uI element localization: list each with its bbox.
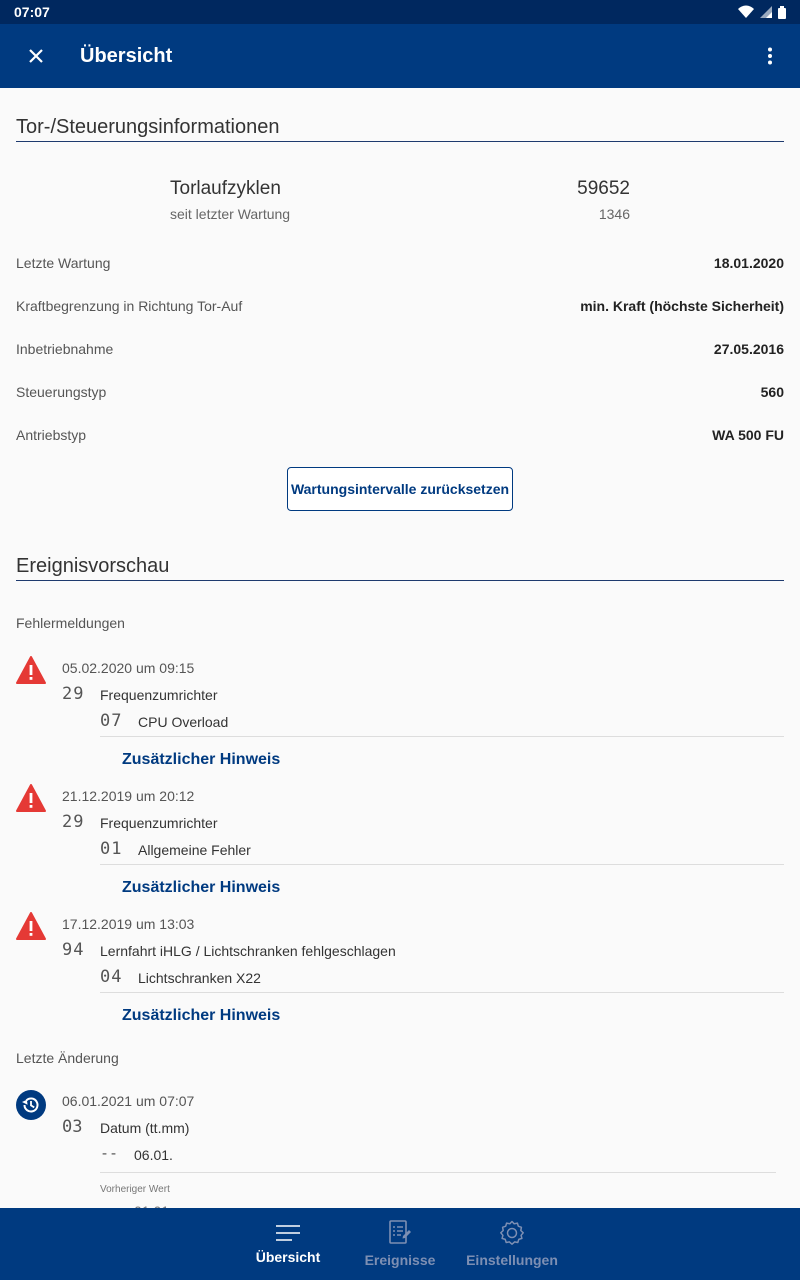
more-vert-icon — [767, 47, 773, 65]
error-item — [0, 912, 800, 1032]
status-icons — [738, 6, 786, 19]
gear-icon — [499, 1220, 525, 1246]
lines-icon — [275, 1223, 301, 1243]
error-date: 05.02.2020 um 09:15 — [62, 660, 195, 676]
reset-maintenance-button[interactable]: Wartungsintervalle zurücksetzen — [287, 467, 513, 511]
battery-icon — [778, 6, 786, 19]
divider — [100, 1172, 776, 1173]
change-value: 06.01. — [134, 1147, 173, 1163]
error-text: Frequenzumrichter — [100, 687, 218, 703]
warning-icon — [16, 912, 46, 940]
error-sub-text: Allgemeine Fehler — [138, 842, 251, 858]
info-label: Antriebstyp — [16, 427, 87, 443]
error-code: 94 — [62, 940, 85, 960]
content-scroll[interactable] — [0, 88, 800, 1208]
status-bar — [0, 0, 800, 24]
error-text: Frequenzumrichter — [100, 815, 218, 831]
cycles-sub-value: 1346 — [598, 206, 630, 222]
info-label: Kraftbegrenzung in Richtung Tor-Auf — [16, 298, 243, 314]
additional-hint-link[interactable]: Zusätzlicher Hinweis — [122, 879, 281, 896]
error-item — [0, 784, 800, 904]
additional-hint-link[interactable]: Zusätzlicher Hinweis — [122, 1007, 281, 1024]
history-icon — [16, 1090, 46, 1120]
wifi-icon — [738, 6, 754, 18]
events-doc-icon — [388, 1220, 412, 1246]
warning-icon — [16, 784, 46, 812]
cycles-value: 59652 — [577, 178, 630, 199]
info-row-commissioning — [16, 341, 784, 357]
info-value: WA 500 FU — [712, 427, 784, 443]
divider — [100, 992, 784, 993]
last-change-header: Letzte Änderung — [16, 1050, 119, 1066]
nav-tab-settings[interactable] — [456, 1208, 568, 1280]
change-sub-code: -- — [100, 1144, 119, 1162]
close-icon — [28, 48, 44, 64]
nav-label: Einstellungen — [466, 1252, 558, 1268]
error-sub-code: 01 — [100, 839, 123, 859]
cycles-label: Torlaufzyklen — [170, 178, 281, 199]
nav-tab-overview[interactable] — [232, 1208, 344, 1280]
info-row-last-maintenance — [16, 255, 784, 271]
section-title-info: Tor-/Steuerungsinformationen — [16, 116, 784, 142]
previous-value-label: Vorheriger Wert — [100, 1184, 170, 1195]
error-sub-code: 04 — [100, 967, 123, 987]
cycles-sub-label: seit letzter Wartung — [170, 206, 291, 222]
error-sub-code: 07 — [100, 711, 123, 731]
errors-header: Fehlermeldungen — [16, 615, 125, 631]
error-code: 29 — [62, 812, 85, 832]
warning-icon — [16, 656, 46, 684]
info-row-controller-type — [16, 384, 784, 400]
additional-hint-link[interactable]: Zusätzlicher Hinweis — [122, 751, 281, 768]
info-label: Letzte Wartung — [16, 255, 111, 271]
info-label: Steuerungstyp — [16, 384, 107, 400]
error-text: Lernfahrt iHLG / Lichtschranken fehlgeschlagen — [100, 943, 396, 959]
page-title: Übersicht — [80, 44, 173, 67]
info-row-drive-type — [16, 427, 784, 443]
error-date: 17.12.2019 um 13:03 — [62, 916, 195, 932]
close-button[interactable] — [0, 24, 72, 88]
info-value: min. Kraft (höchste Sicherheit) — [580, 298, 784, 314]
info-label: Inbetriebnahme — [16, 341, 114, 357]
signal-icon — [760, 6, 772, 18]
error-item — [0, 656, 800, 776]
info-value: 18.01.2020 — [713, 255, 784, 271]
divider — [100, 864, 784, 865]
info-value: 560 — [760, 384, 784, 400]
error-sub-text: Lichtschranken X22 — [138, 970, 261, 986]
section-title-events: Ereignisvorschau — [16, 555, 784, 581]
nav-tab-events[interactable] — [344, 1208, 456, 1280]
cycles-block — [170, 178, 630, 222]
nav-label: Ereignisse — [364, 1252, 436, 1268]
nav-label: Übersicht — [255, 1249, 321, 1265]
more-menu-button[interactable] — [740, 24, 800, 88]
app-bar — [0, 24, 800, 88]
bottom-navigation — [0, 1208, 800, 1280]
info-value: 27.05.2016 — [713, 341, 784, 357]
change-date: 06.01.2021 um 07:07 — [62, 1093, 195, 1109]
change-code: 03 — [62, 1117, 83, 1137]
last-change-item — [0, 1090, 800, 1220]
error-sub-text: CPU Overload — [138, 714, 229, 730]
divider — [100, 736, 784, 737]
error-date: 21.12.2019 um 20:12 — [62, 788, 195, 804]
status-time: 07:07 — [14, 4, 50, 20]
change-text: Datum (tt.mm) — [100, 1120, 190, 1136]
info-row-force-limit — [16, 298, 784, 314]
error-code: 29 — [62, 684, 85, 704]
